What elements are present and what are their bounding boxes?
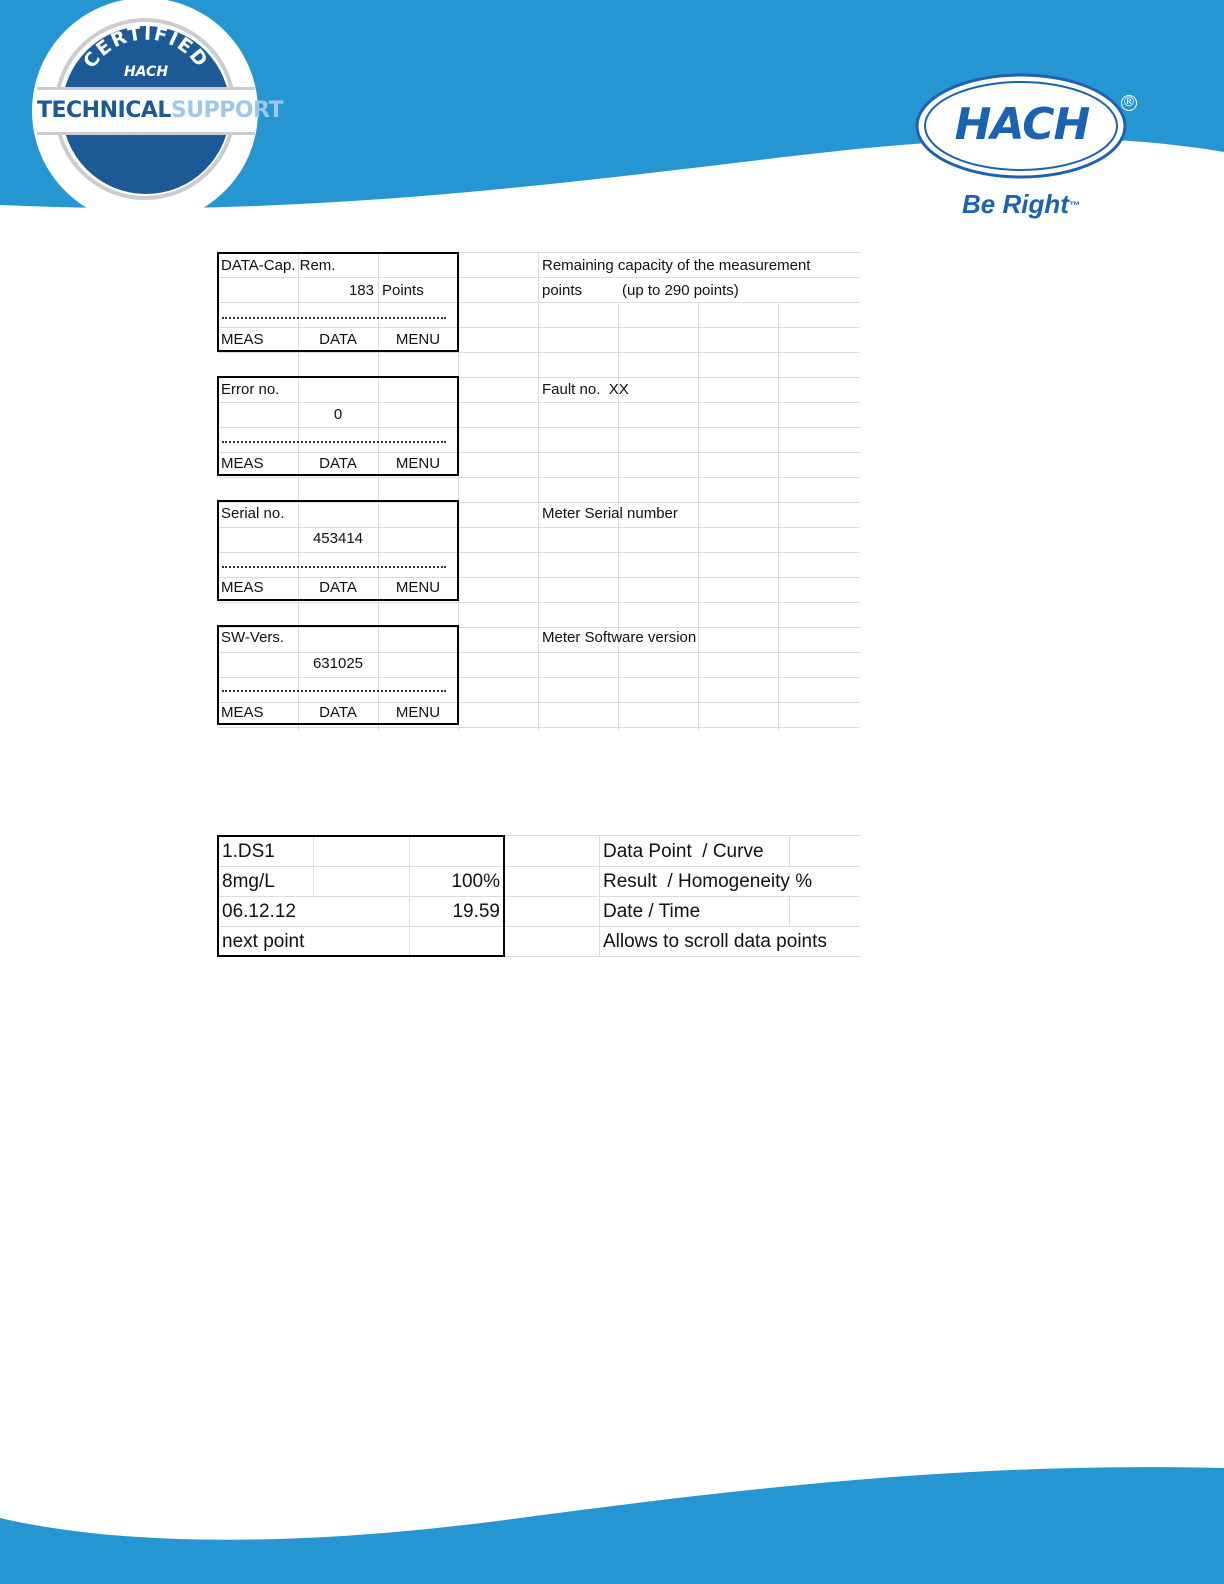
screen-software-divider bbox=[222, 690, 446, 692]
meas-button[interactable]: MEAS bbox=[221, 331, 264, 348]
screen-error-value: 0 bbox=[333, 406, 343, 423]
next-point-description: Allows to scroll data points bbox=[603, 931, 827, 952]
registered-mark: ® bbox=[1122, 95, 1136, 110]
serial-description: Meter Serial number bbox=[542, 505, 678, 522]
screen-serial-title: Serial no. bbox=[221, 505, 285, 522]
screen-software-title: SW-Vers. bbox=[221, 629, 285, 646]
error-description: Fault no. XX bbox=[542, 381, 629, 398]
time-value: 19.59 bbox=[452, 901, 500, 922]
result-description: Result / Homogeneity % bbox=[603, 871, 813, 892]
data-button[interactable]: DATA bbox=[319, 331, 357, 348]
next-point-button[interactable]: next point bbox=[222, 931, 305, 952]
screen-capacity-value: 183 bbox=[348, 282, 374, 299]
badge-brand: HACH bbox=[123, 64, 169, 80]
meas-button[interactable]: MEAS bbox=[221, 455, 264, 472]
slogan bbox=[962, 188, 1080, 220]
menu-button[interactable]: MENU bbox=[395, 579, 441, 596]
data-button[interactable]: DATA bbox=[319, 579, 357, 596]
badge-support: SUPPORT bbox=[170, 98, 284, 123]
result-value: 8mg/L bbox=[222, 871, 275, 892]
meas-button[interactable]: MEAS bbox=[221, 704, 264, 721]
screen-serial-divider bbox=[222, 566, 446, 568]
slogan-text: Be Right bbox=[962, 189, 1069, 219]
menu-button[interactable]: MENU bbox=[395, 331, 441, 348]
svg-text:CERTIFIED: CERTIFIED bbox=[79, 22, 213, 73]
screen-capacity-divider bbox=[222, 317, 446, 319]
hach-wordmark: HACH bbox=[954, 99, 1090, 150]
date-value: 06.12.12 bbox=[222, 901, 296, 922]
screen-error-divider bbox=[222, 441, 446, 443]
screen-capacity-title: DATA-Cap. Rem. bbox=[221, 257, 336, 274]
footer-wave bbox=[0, 1458, 1224, 1584]
capacity-description-limit: (up to 290 points) bbox=[622, 282, 739, 299]
screen-error-title: Error no. bbox=[221, 381, 280, 398]
data-point-description: Data Point / Curve bbox=[603, 841, 764, 862]
badge-technical-support bbox=[37, 92, 284, 130]
trademark-mark: ™ bbox=[1068, 200, 1080, 212]
screen-software-value: 631025 bbox=[312, 655, 364, 672]
data-point-curve: 1.DS1 bbox=[222, 841, 275, 862]
software-description: Meter Software version bbox=[542, 629, 697, 646]
capacity-description-points: points bbox=[542, 282, 583, 299]
date-time-description: Date / Time bbox=[603, 901, 701, 922]
menu-button[interactable]: MENU bbox=[395, 704, 441, 721]
menu-button[interactable]: MENU bbox=[395, 455, 441, 472]
screen-serial-value: 453414 bbox=[312, 530, 364, 547]
capacity-description: Remaining capacity of the measurement bbox=[542, 257, 811, 274]
badge-technical: TECHNICAL bbox=[37, 98, 171, 123]
meas-button[interactable]: MEAS bbox=[221, 579, 264, 596]
data-button[interactable]: DATA bbox=[319, 455, 357, 472]
data-button[interactable]: DATA bbox=[319, 704, 357, 721]
screen-capacity-unit: Points bbox=[382, 282, 424, 299]
homogeneity-value: 100% bbox=[451, 871, 500, 892]
